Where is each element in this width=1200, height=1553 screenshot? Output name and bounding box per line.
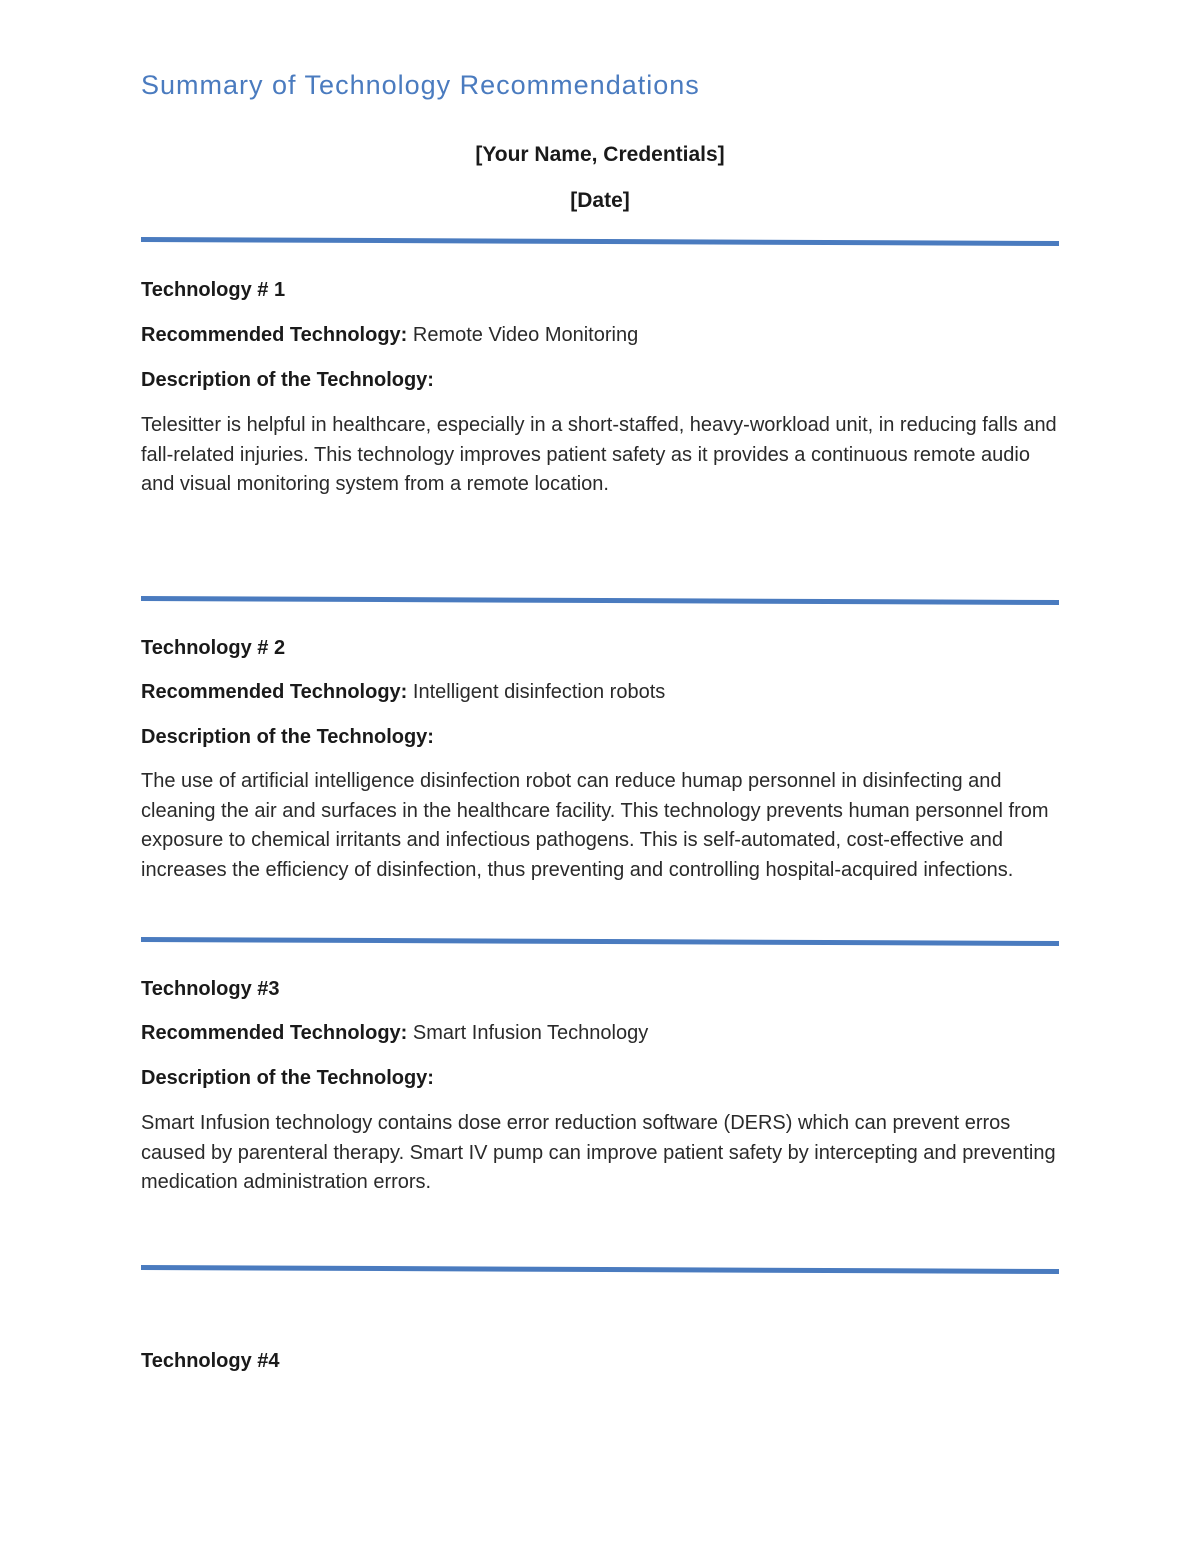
recommended-technology-line <box>141 1022 648 1045</box>
description-text: Smart Infusion technology contains dose error reduction software (DERS) which can prevent erros caused by parenteral therapy. Smart IV pump can improve patient safety by intercepting and preventing medication administration errors. <box>141 1112 1056 1193</box>
author-line: [Your Name, Credentials] <box>475 143 725 166</box>
description-text: Telesitter is helpful in healthcare, especially in a short-staffed, heavy-workload unit, in reducing falls and fall-related injuries. This technology improves patient safety as it provides a continuous remote audio and visual monitoring system from a remote location. <box>141 414 1057 495</box>
recommended-technology-label: Recommended Technology: <box>141 324 408 346</box>
description-label: Description of the Technology: <box>141 369 434 391</box>
technology-heading: Technology #4 <box>141 1350 280 1372</box>
document-title: Summary of Technology Recommendations <box>141 70 700 100</box>
section-divider <box>141 936 1059 946</box>
technology-heading: Technology #3 <box>141 978 280 1000</box>
technology-heading: Technology # 1 <box>141 279 286 301</box>
technology-heading: Technology # 2 <box>141 637 286 659</box>
description-text: The use of artificial intelligence disinfection robot can reduce humap personnel in disinfecting and cleaning the air and surfaces in the healthcare facility. This technology prevents human personnel from exposure to chemical irritants and infectious pathogens. This is self-automated, cost-effective and increases the efficiency of disinfection, thus preventing and controlling hospital-acquired infections. <box>141 770 1049 881</box>
recommended-technology-line <box>141 324 638 347</box>
recommended-technology-line <box>141 681 665 704</box>
recommended-technology-value: Intelligent disinfection robots <box>412 681 666 703</box>
recommended-technology-value: Smart Infusion Technology <box>412 1022 649 1044</box>
section-divider <box>141 1264 1059 1274</box>
description-label: Description of the Technology: <box>141 726 434 748</box>
recommended-technology-label: Recommended Technology: <box>141 681 408 703</box>
recommended-technology-value: Remote Video Monitoring <box>412 324 639 346</box>
description-label: Description of the Technology: <box>141 1067 434 1089</box>
date-line: [Date] <box>570 189 630 212</box>
section-divider <box>141 236 1059 246</box>
section-divider <box>141 595 1059 605</box>
recommended-technology-label: Recommended Technology: <box>141 1022 408 1044</box>
